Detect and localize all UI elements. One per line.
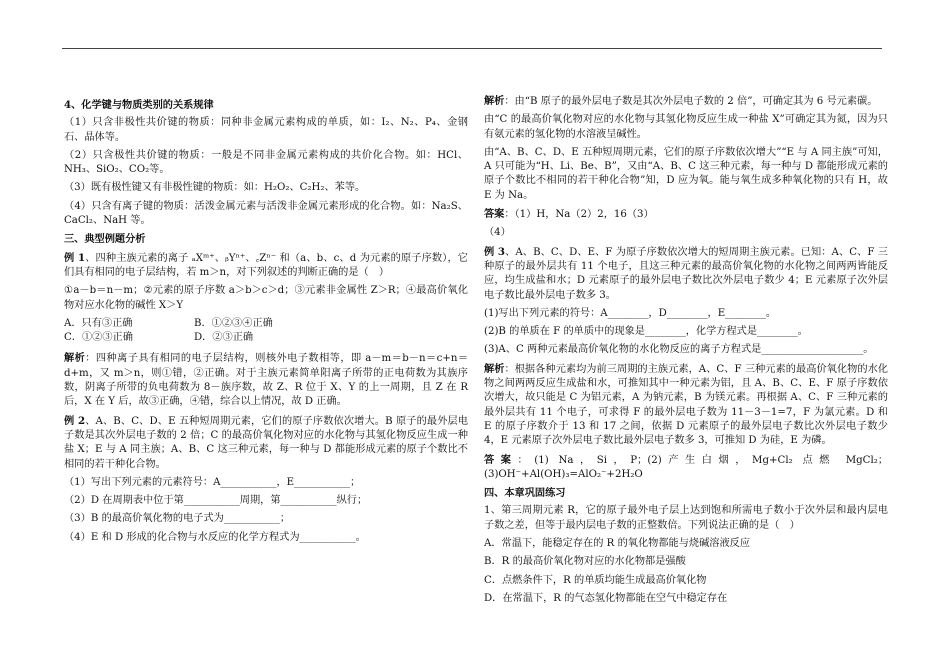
exercise-option: B．R 的最高价氧化物对应的水化物都是强酸 bbox=[484, 556, 686, 568]
paragraph-label: 例 2 bbox=[64, 414, 86, 427]
sub-question: （3）B 的最高价氧化物的电子式为___________； bbox=[64, 513, 291, 525]
example-1-analysis: 解析：四种离子具有相同的电子层结构，则核外电子数相等，即 a－m＝b－n＝c+n＝d+m，又 m＞n，则①错，②正确。对于主族元素简单阳离子所带的正电荷数为其族序数，阴离子所带的负电荷数为 8－族序数，故 Z、R 位于 X、Y 的上一周期，且 Z 在 R 后，X 在 Y 后，故③正确，④错，综合以上情况，故 D 正确。 bbox=[64, 352, 469, 408]
sub-question: (3)A、C 两种元素最高价氧化物的水化物反应的离子方程式是____________________。 bbox=[484, 344, 874, 356]
paragraph: （3）既有极性键又有非极性键的物质：如：H₂O₂、C₂H₂、苯等。 bbox=[64, 182, 366, 194]
paragraph-label: 解析 bbox=[484, 95, 505, 107]
example-3-analysis: 解析：根据各种元素均为前三周期的主族元素，A、C、F 三种元素的最高价氧化物的水化物之间两两反应生成盐和水，可推知其中一种元素为铝，且 A、B、C、E、F 原子序数依次增大，故只能是 C 为铝元素，A 为钠元素，B 为镁元素。再根据 A、C、F 三种元素的最外层共有 11 个电子，可求得 F 的最外层电子数为 11－3－1=7，F 为氯元素。D 和 E 的原子序数介于 13 和 17 之间，依据 D 元素原子的最外层电子数比次外层电子数少 4，E 元素原子次外层电子数比最外层电子数多 3，可推知 D 为硅，E 为磷。 bbox=[484, 362, 888, 447]
example-1-statements: ①a－b＝n－m；②元素的原子序数 a＞b＞c＞d；③元素非金属性 Z＞R；④最高价氧化物对应水化物的碱性 X＞Y bbox=[64, 285, 468, 311]
option-c: C．①②③正确 bbox=[64, 332, 133, 344]
exercise-option: D．在常温下，R 的气态氢化物都能在空气中稳定存在 bbox=[484, 592, 728, 604]
paragraph-label: 答案 bbox=[484, 453, 518, 466]
paragraph: （4）只含有离子键的物质：活泼金属元素与活泼非金属元素形成的化合物。如：Na₂S、CaCl₂、NaH 等。 bbox=[64, 200, 468, 227]
paragraph-label: 例 3 bbox=[484, 245, 505, 258]
sub-question: （4）E 和 D 形成的化合物与水反应的化学方程式为___________。 bbox=[64, 531, 366, 543]
option-b: B．①②③④正确 bbox=[194, 317, 273, 329]
answer: 答案：（1）H，Na（2）2，16（3） bbox=[484, 208, 654, 221]
example-3-answer: 答案：(1) Na，Si，P；(2)产生白烟，Mg+Cl₂ 点燃 MgCl₂；(3)OH⁻+Al(OH)₃=AlO₂⁻+2H₂O bbox=[484, 453, 889, 480]
paragraph: 由“A、B、C、D、E 五种短周期元素，它们的原子序数依次增大”“E 与 A 同主族”可知，A 只可能为“H、Li、Be、B”，又由“A、B、C 这三种元素，每一种与 D 都能形成元素的原子个数比不相同的若干种化合物”知，D 应为氧。能与氧生成多种氧化物的只有 H，故 E 为 Na。 bbox=[484, 146, 888, 201]
sub-question: （2）D 在周期表中位于第___________周期，第___________纵行； bbox=[64, 495, 368, 507]
left-column bbox=[64, 94, 468, 549]
right-column bbox=[484, 94, 888, 610]
paragraph-label: 解析 bbox=[64, 352, 86, 365]
option-a: A．只有③正确 bbox=[64, 317, 133, 329]
sub-question: (1)写出下列元素的符号：A________，D________，E________。 bbox=[484, 307, 777, 319]
paragraph-label: 例 1 bbox=[64, 251, 86, 264]
paragraph: （1）只含非极性共价键的物质：同种非金属元素构成的单质，如：I₂、N₂、P₄、金钢石、晶体等。 bbox=[64, 117, 468, 143]
section-heading: 四、本章巩固练习 bbox=[484, 487, 566, 500]
paragraph-label: 解析 bbox=[484, 362, 505, 375]
section-heading: 4、化学键与物质类别的关系规律 bbox=[64, 99, 214, 111]
exercise-option: C．点燃条件下，R 的单质均能生成最高价氧化物 bbox=[484, 574, 707, 586]
exercise-1-question: 1、第三周期元素 R，它的原子最外电子层上达到饱和所需电子数小于次外层和最内层电子数之差，但等于最内层电子数的正整数倍。下列说法正确的是（ ） bbox=[484, 505, 888, 531]
answer-part-4: （4） bbox=[484, 227, 511, 239]
example-1-question: 例 1、四种主族元素的离子 ₐXᵐ⁺、ᵦYⁿ⁺、꜀Zⁿ⁻ 和（a、b、c、d 为元素的原子序数），它们具有相同的电子层结构，若 m＞n，对下列叙述的判断正确的是（ ） bbox=[64, 251, 468, 278]
paragraph: 由“C 的最高价氧化物对应的水化物与其氢化物反应生成一种盐 X”可确定其为氮，因为只有氨元素的氢化物的水溶液呈碱性。 bbox=[484, 114, 888, 140]
sub-question: （1）写出下列元素的元素符号：A___________，E___________； bbox=[64, 476, 361, 488]
paragraph: （2）只含极性共价键的物质：一般是不同非金属元素构成的共价化合物。如：HCl、NH₃、SiO₂、CO₂等。 bbox=[64, 149, 468, 176]
example-1-options bbox=[64, 317, 468, 346]
option-d: D．②③正确 bbox=[194, 332, 254, 344]
example-3-question: 例 3、A、B、C、D、E、F 为原子序数依次增大的短周期主族元素。已知：A、C、F 三种原子的最外层共有 11 个电子，且这三种元素的最高价氧化物的水化物之间两两皆能反应，均生成盐和水；D 元素原子的最外层电子数比次外层电子数少 4；E 元素原子次外层电子数比最外层电子数多 3。 bbox=[484, 245, 888, 301]
sub-question: (2)B 的单质在 F 的单质中的现象是________，化学方程式是________。 bbox=[484, 326, 808, 338]
paragraph-label: 答案 bbox=[484, 208, 505, 221]
example-2-question: 例 2、A、B、C、D、E 五种短周期元素，它们的原子序数依次增大。B 原子的最外层电子数是其次外层电子数的 2 倍；C 的最高价氧化物对应的水化物与其氢化物反应生成一种盐 X；E 与 A 同主族；A、B、C 这三种元素，每一种与 D 都能形成元素的原子个数比不相同的若干种化合物。 bbox=[64, 414, 469, 470]
header-rule bbox=[62, 48, 882, 49]
exercise-option: A．常温下，能稳定存在的 R 的氧化物都能与烧碱溶液反应 bbox=[484, 538, 751, 550]
section-heading: 三、典型例题分析 bbox=[64, 233, 146, 246]
example-2-analysis: 解析：由“B 原子的最外层电子数是其次外层电子数的 2 倍”，可确定其为 6 号元素碳。 bbox=[484, 95, 878, 107]
